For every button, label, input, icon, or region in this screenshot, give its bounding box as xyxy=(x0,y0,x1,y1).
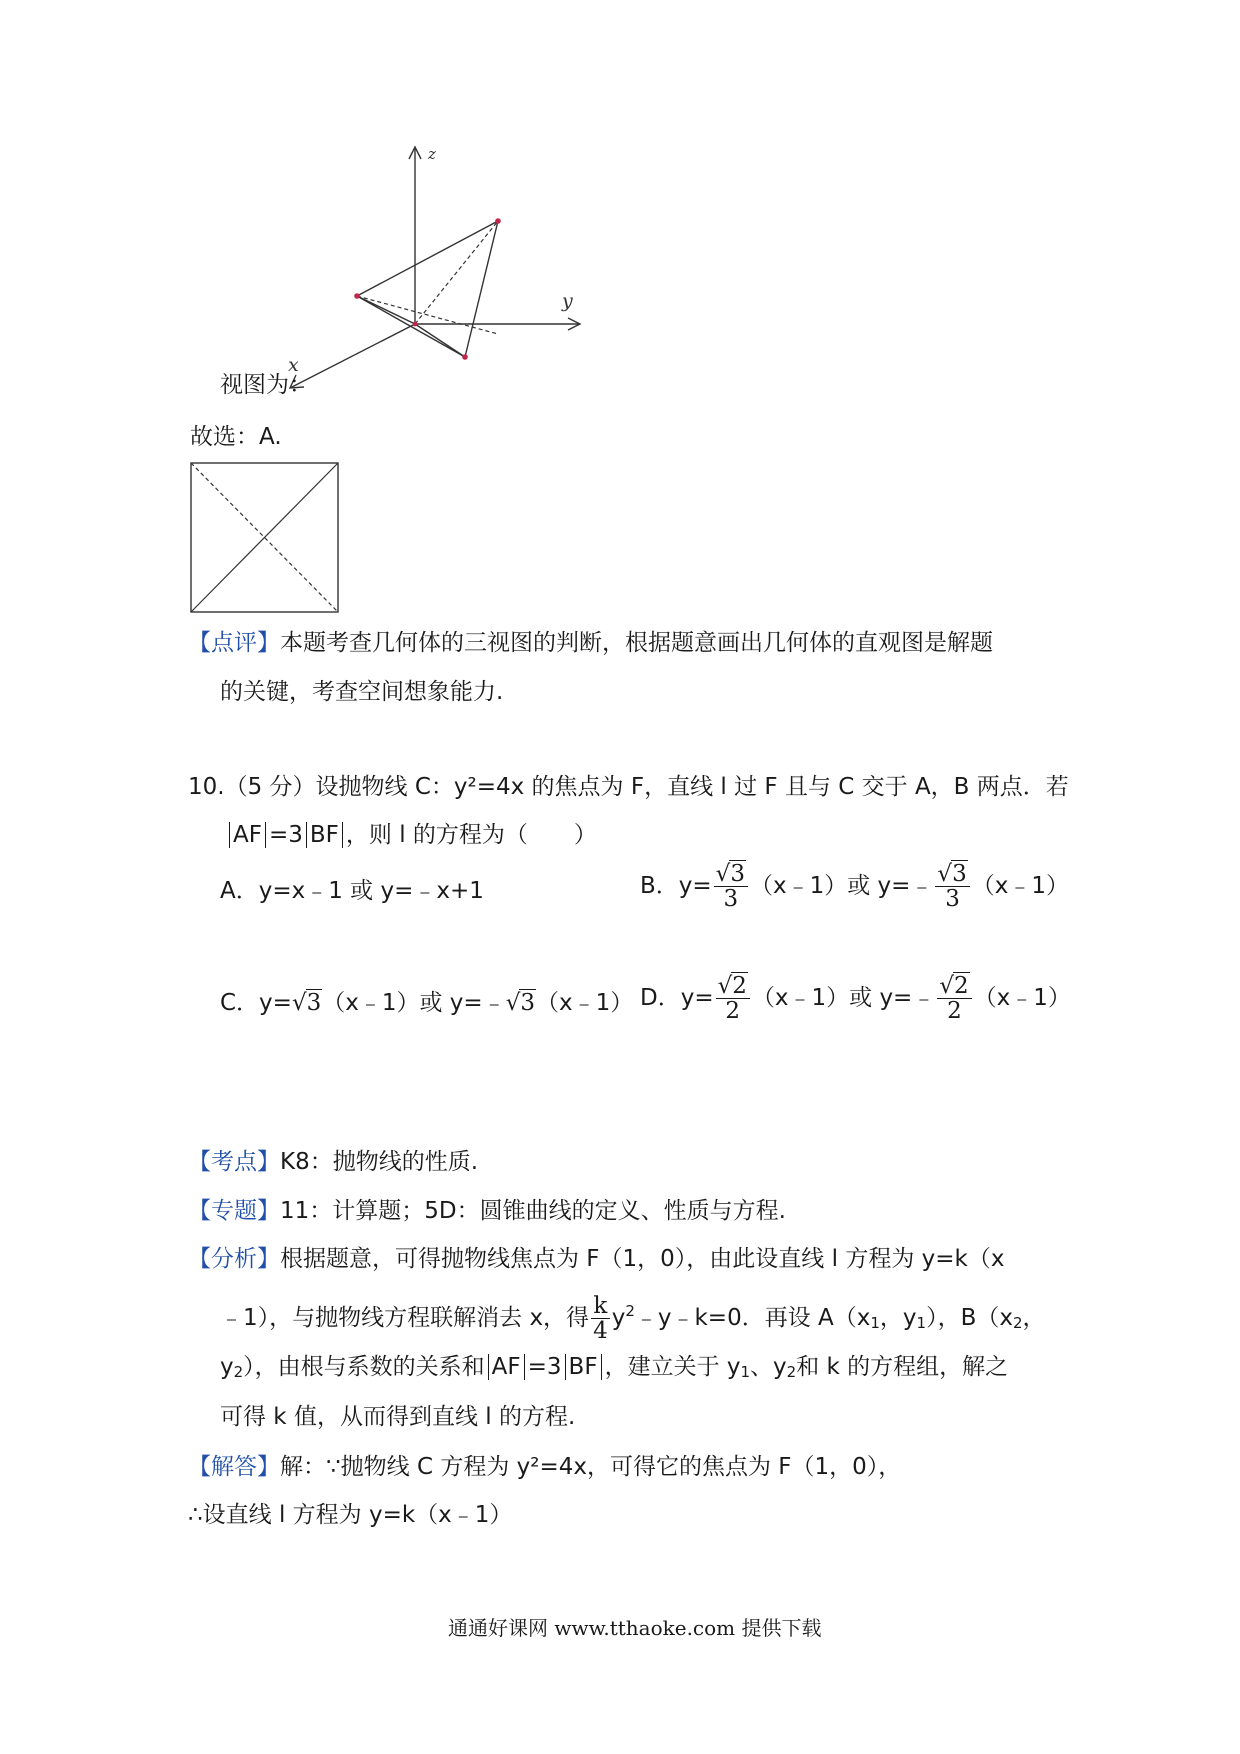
fenxi-line-4: 可得 k 值，从而得到直线 l 的方程. xyxy=(220,1404,576,1430)
option-b-mid: （x﹣1）或 y=﹣ xyxy=(749,873,934,899)
kaodian-text: K8：抛物线的性质. xyxy=(280,1149,479,1175)
top-view-square xyxy=(190,462,340,614)
fenxi-3bf: BF xyxy=(568,1354,598,1380)
coordinate-figure xyxy=(270,135,600,400)
option-c-prefix: C．y= xyxy=(220,990,292,1016)
option-d-prefix: D．y= xyxy=(640,985,714,1011)
option-c-mid: （x﹣1）或 y=﹣ xyxy=(322,990,506,1016)
jieda-line-1 xyxy=(188,1452,901,1482)
fenxi-3b: ），由根与系数的关系和 xyxy=(243,1354,485,1380)
view-label: 视图为： xyxy=(220,372,312,398)
fenxi-3f: 和 k 的方程组，解之 xyxy=(796,1354,1009,1380)
fenxi-2d: ，y xyxy=(879,1305,917,1331)
option-d-num-1: 2 xyxy=(732,973,747,999)
vertex-left xyxy=(354,293,360,299)
comment-text-1: 本题考查几何体的三视图的判断，根据题意画出几何体的直观图是解题 xyxy=(280,630,993,656)
vertex-top xyxy=(495,218,501,224)
fenxi-frac-den: 4 xyxy=(593,1318,608,1344)
comment-tag: 【点评】 xyxy=(188,630,280,656)
edge-origin-bottom xyxy=(415,324,465,357)
kaodian-line xyxy=(188,1147,478,1177)
zhuanti-line xyxy=(188,1196,786,1226)
fenxi-2a: ﹣1），与抛物线方程联解消去 x，得 xyxy=(220,1305,590,1331)
option-b-frac-1: $\frac{√3}{3}$ xyxy=(714,862,748,911)
fenxi-2e: ），B（x xyxy=(926,1305,1013,1331)
zhuanti-tag: 【专题】 xyxy=(188,1198,280,1224)
fenxi-frac xyxy=(591,1294,610,1343)
q10-tail: ，则 l 的方程为（ ） xyxy=(345,822,597,848)
option-b-den-2: 3 xyxy=(945,886,960,912)
option-c: C．y=√3（x﹣1）或 y=﹣√3（x﹣1） xyxy=(220,990,634,1016)
y-axis-label: y xyxy=(562,290,573,312)
option-c-suffix: （x﹣1） xyxy=(536,990,634,1016)
fenxi-line-3: $y_2$），由根与系数的关系和 AF =3 BF ，建立关于 $y_1$、$y_2$和 k 的方程组，解之 xyxy=(220,1354,1009,1381)
fenxi-3e: 、y xyxy=(750,1354,787,1380)
fenxi-frac-num: k xyxy=(591,1294,610,1319)
fenxi-2b: y xyxy=(611,1305,626,1331)
option-c-rad-2: 3 xyxy=(520,990,535,1016)
q10-eq: =3 xyxy=(268,822,303,848)
option-d xyxy=(640,974,1071,1023)
page-footer: 通通好课网 www.tthaoke.com 提供下载 xyxy=(448,1616,822,1640)
option-b-den-1: 3 xyxy=(723,886,739,912)
option-b xyxy=(640,862,1069,911)
fenxi-3d: ，建立关于 y xyxy=(604,1354,741,1380)
fenxi-line-1 xyxy=(188,1244,1004,1274)
option-b-frac-2: $\frac{√3}{3}$ xyxy=(935,862,969,911)
option-d-suffix: （x﹣1） xyxy=(973,985,1071,1011)
choice-line: 故选：A. xyxy=(190,424,282,450)
q10-line-2 xyxy=(226,820,597,850)
option-d-frac-2: $\frac{√2}{2}$ xyxy=(937,974,971,1023)
kaodian-tag: 【考点】 xyxy=(188,1149,280,1175)
fenxi-3c: =3 xyxy=(527,1354,562,1380)
jieda-text: 解：∵抛物线 C 方程为 y²=4x，可得它的焦点为 F（1，0）， xyxy=(280,1454,902,1480)
fenxi-tag: 【分析】 xyxy=(188,1246,280,1272)
q10-line-1: 10.（5 分）设抛物线 C：y²=4x 的焦点为 F，直线 l 过 F 且与 C 交于 A，B 两点．若 xyxy=(188,774,1069,800)
q10-af: AF xyxy=(233,822,262,848)
comment-line-2: 的关键，考查空间想象能力. xyxy=(220,679,504,705)
option-b-prefix: B．y= xyxy=(640,873,712,899)
edge-left-top xyxy=(357,221,498,296)
vertex-bottom xyxy=(462,354,468,360)
fenxi-3af: AF xyxy=(491,1354,521,1380)
option-d-den-1: 2 xyxy=(725,998,741,1024)
fenxi-text-1: 根据题意，可得抛物线焦点为 F（1，0），由此设直线 l 方程为 y=k（x xyxy=(280,1246,1005,1272)
q10-bf: BF xyxy=(309,822,339,848)
fenxi-3a: y xyxy=(220,1354,234,1380)
fenxi-line-2: ﹣1），与抛物线方程联解消去 x，得 $\frac{k}{4}$ $y^2﹣y﹣k=0$．再设 $A(x_1$，$y_1$），$B(x_2$， xyxy=(220,1293,1046,1344)
option-b-num-1: 3 xyxy=(730,861,745,887)
option-d-frac-1: $\frac{√2}{2}$ xyxy=(716,974,750,1023)
edge-left-origin xyxy=(357,296,415,324)
comment-line-1 xyxy=(188,628,993,658)
vertex-origin xyxy=(413,322,418,327)
dashed-left-mid xyxy=(357,296,498,334)
z-axis-label: z xyxy=(428,145,436,163)
fenxi-2c: ﹣y﹣k=0．再设 A（x xyxy=(634,1305,871,1331)
option-b-num-2: 3 xyxy=(952,861,967,887)
option-d-den-2: 2 xyxy=(947,998,962,1024)
option-d-mid: （x﹣1）或 y=﹣ xyxy=(751,985,936,1011)
jieda-line-2: ∴设直线 l 方程为 y=k（x﹣1） xyxy=(188,1502,513,1528)
edge-left-bottom xyxy=(357,296,465,357)
x-axis-label: x xyxy=(288,354,299,376)
zhuanti-text: 11：计算题；5D：圆锥曲线的定义、性质与方程. xyxy=(280,1198,786,1224)
option-a: A．y=x﹣1 或 y=﹣x+1 xyxy=(220,878,484,904)
option-d-num-2: 2 xyxy=(954,973,969,999)
option-c-rad-1: 3 xyxy=(306,990,322,1016)
jieda-tag: 【解答】 xyxy=(188,1454,280,1480)
option-b-suffix: （x﹣1） xyxy=(971,873,1069,899)
